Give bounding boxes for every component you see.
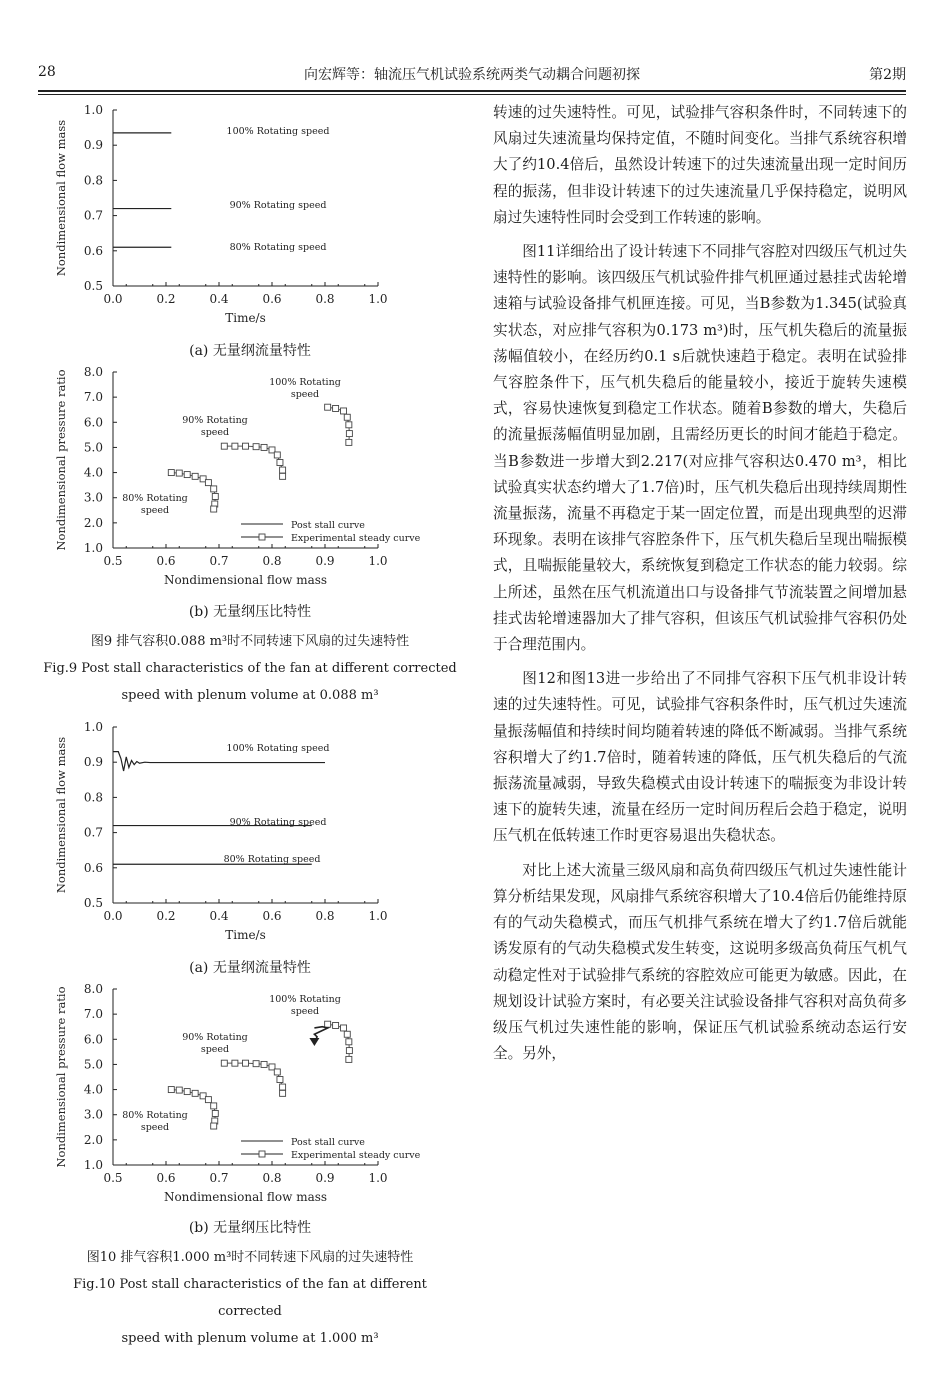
series-line — [113, 752, 325, 771]
y-tick-label: 8.0 — [83, 365, 103, 379]
fig9-panel-b-caption: (b) 无量纲压比特性 — [188, 604, 312, 620]
steady-curve-point — [341, 1025, 347, 1031]
speed-annotation: 90% Rotating — [182, 415, 248, 426]
fig9-caption — [40, 628, 460, 709]
y-axis-label: Nondimensional flow mass — [54, 736, 68, 894]
steady-curve-point — [341, 408, 347, 414]
y-tick-label: 6.0 — [83, 1032, 103, 1047]
fig10-caption-en-1: Fig.10 Post stall characteristics of the fan at different corrected — [73, 1277, 427, 1319]
y-tick-label: 0.5 — [83, 279, 103, 293]
fig10-caption-cn: 图10 排气容积1.000 m³时不同转速下风扇的过失速特性 — [86, 1250, 414, 1265]
fig9-panel-a — [40, 100, 460, 332]
x-tick-label: 1.0 — [368, 1171, 388, 1185]
x-tick-label: 0.0 — [103, 292, 123, 306]
y-tick-label: 0.8 — [83, 790, 103, 805]
fig10-panel-a — [40, 717, 460, 949]
x-tick-label: 0.4 — [209, 292, 229, 306]
y-tick-label: 0.5 — [83, 896, 103, 910]
steady-curve-point — [232, 1060, 238, 1066]
speed-annotation: speed — [140, 505, 170, 516]
y-tick-label: 0.9 — [83, 138, 103, 153]
x-tick-label: 0.6 — [156, 1171, 176, 1185]
fig10-panel-a-caption: (a) 无量纲流量特性 — [189, 960, 311, 976]
page-header — [38, 60, 906, 86]
y-tick-label: 3.0 — [83, 490, 103, 505]
y-tick-label: 6.0 — [83, 415, 103, 430]
steady-curve-point — [211, 506, 217, 512]
fig10a-chart — [40, 717, 460, 949]
x-axis-label: Time/s — [225, 928, 266, 942]
y-tick-label: 3.0 — [83, 1107, 103, 1122]
speed-annotation: 90% Rotating — [182, 1032, 248, 1043]
body-text-column — [493, 100, 907, 1067]
steady-curve-point — [243, 1060, 249, 1066]
x-tick-label: 0.6 — [156, 554, 176, 568]
body-paragraph: 对比上述大流量三级风扇和高负荷四级压气机过失速性能计算分析结果发现，风扇排气系统容积增大了10.4倍后仍能维持原有的气动失稳模式，而压气机排气系统在增大了约1.7倍后就能诱发原有的气动失稳模式发生转变，这说明多级高负荷压气机气动稳定性对于试验排气系统的容腔效应可能更为敏感。因此，在规划设计试验方案时，有必要关注试验设备排气容积对高负荷多级压气机过失速性能的影响，保证压气机试验系统动态运行安全。另外， — [493, 861, 907, 1063]
steady-curve-point — [325, 404, 331, 410]
y-tick-label: 5.0 — [83, 440, 103, 455]
y-axis-label: Nondimensional pressure ratio — [54, 369, 68, 551]
x-tick-label: 0.2 — [156, 909, 176, 923]
speed-annotation: 80% Rotating — [122, 493, 188, 504]
steady-curve-point — [333, 405, 339, 411]
page-number: 28 — [38, 64, 56, 80]
y-tick-label: 7.0 — [83, 390, 103, 405]
fig10-panel-b-caption: (b) 无量纲压比特性 — [188, 1220, 312, 1236]
steady-curve-point — [261, 1061, 267, 1067]
speed-annotation: speed — [200, 1044, 230, 1055]
x-tick-label: 0.8 — [262, 1171, 282, 1185]
steady-curve-point — [212, 1110, 218, 1116]
fig9-caption-en-1: Fig.9 Post stall characteristics of the fan at different corrected — [43, 661, 457, 676]
fig10-caption — [40, 1244, 460, 1352]
y-tick-label: 4.0 — [83, 1082, 103, 1097]
x-tick-label: 1.0 — [368, 909, 388, 923]
steady-curve-point — [333, 1022, 339, 1028]
y-tick-label: 8.0 — [83, 982, 103, 996]
steady-curve-point — [346, 1039, 352, 1045]
steady-curve-point — [205, 1097, 211, 1103]
x-tick-label: 0.4 — [209, 909, 229, 923]
steady-curve-point — [221, 1060, 227, 1066]
y-tick-label: 4.0 — [83, 465, 103, 480]
y-tick-label: 0.6 — [83, 860, 103, 875]
fig9a-chart — [40, 100, 460, 332]
series-label: 90% Rotating speed — [229, 200, 327, 211]
steady-curve-point — [168, 470, 174, 476]
steady-curve-point — [253, 1061, 259, 1067]
x-tick-label: 0.0 — [103, 909, 123, 923]
steady-curve-point — [274, 452, 280, 458]
legend-post-stall-label: Post stall curve — [291, 1137, 365, 1148]
legend-steady-label: Experimental steady curve — [291, 533, 421, 544]
steady-curve-point — [325, 1021, 331, 1027]
steady-curve-point — [261, 444, 267, 450]
post-stall-arrow — [309, 1038, 319, 1046]
speed-annotation: 100% Rotating — [269, 994, 341, 1005]
x-tick-label: 0.8 — [315, 292, 335, 306]
x-axis-label: Nondimensional flow mass — [163, 573, 328, 587]
legend-steady-marker — [259, 1151, 265, 1157]
y-tick-label: 7.0 — [83, 1007, 103, 1022]
y-tick-label: 1.0 — [83, 541, 103, 555]
series-label: 80% Rotating speed — [229, 242, 327, 253]
body-paragraph: 转速的过失速特性。可见，试验排气容积条件时，不同转速下的风扇过失速流量均保持定值，不随时间变化。当排气系统容积增大了约10.4倍后，虽然设计转速下的过失速流量出现一定时间历程的振荡，但非设计转速下的过失速流量几乎保持稳定，说明风扇过失速特性同时会受到工作转速的影响。 — [493, 104, 907, 226]
x-tick-label: 0.9 — [315, 1171, 335, 1185]
y-tick-label: 1.0 — [83, 1158, 103, 1172]
series-label: 100% Rotating speed — [226, 743, 330, 754]
header-rule — [38, 90, 906, 92]
x-tick-label: 0.8 — [315, 909, 335, 923]
steady-curve-point — [346, 422, 352, 428]
x-tick-label: 0.7 — [209, 1171, 229, 1185]
steady-curve-point — [280, 467, 286, 473]
steady-curve-point — [192, 1090, 198, 1096]
speed-annotation: 80% Rotating — [122, 1110, 188, 1121]
header-rule-thin — [38, 94, 906, 95]
fig9-caption-cn: 图9 排气容积0.088 m³时不同转速下风扇的过失速特性 — [90, 634, 410, 649]
steady-curve-point — [280, 1090, 286, 1096]
body-paragraph: 图11详细给出了设计转速下不同排气容腔对四级压气机过失速特性的影响。该四级压气机试验件排气机匣通过悬挂式齿轮增速箱与试验设备排气机匣连接。可见，当B参数为1.345(试验真实状态，对应排气容积为0.173 m³)时，压气机失稳后的流量振荡幅值较小，在经历约0.1 s后就快速趋于稳定。表明在试验排气容腔条件下，压气机失稳后的能量较小，接近于旋转失速模式，容易快速恢复到稳定工作状态。随着B参数的增大，失稳后的流量振荡幅值明显加剧，且需经历更长的时间才能趋于稳定。当B参数进一步增大到2.217(对应排气容积达0.470 m³，相比试验真实状态约增大了1.7倍)时，压气机失稳后出现持续周期性流量振荡，流量不再稳定于某一固定位置，而是出现典型的迟滞环现象。表明在该排气容腔条件下，压气机失稳后呈现出喘振模式，且喘振能量较大，系统恢复到稳定工作状态的能力较弱。综上所述，虽然在压气机流道出口与设备排气节流装置之间增加悬挂式齿轮增速器加大了排气容积，但该压气机试验排气容积仍处于合理范围内。 — [493, 243, 907, 654]
issue-label: 第2期 — [869, 67, 906, 83]
fig10b-chart — [40, 982, 460, 1210]
series-label: 80% Rotating speed — [223, 854, 321, 865]
x-tick-label: 0.5 — [103, 1171, 123, 1185]
steady-curve-point — [205, 480, 211, 486]
y-axis-label: Nondimensional pressure ratio — [54, 986, 68, 1168]
steady-curve-point — [211, 1103, 217, 1109]
steady-curve-point — [280, 1084, 286, 1090]
steady-curve-point — [253, 444, 259, 450]
steady-curve-point — [212, 493, 218, 499]
series-label: 90% Rotating speed — [229, 817, 327, 828]
speed-annotation: speed — [290, 1006, 320, 1017]
legend-steady-label: Experimental steady curve — [291, 1150, 421, 1161]
x-tick-label: 0.7 — [209, 554, 229, 568]
x-axis-label: Time/s — [225, 311, 266, 325]
y-axis-label: Nondimensional flow mass — [54, 119, 68, 277]
steady-curve-point — [192, 473, 198, 479]
steady-curve-point — [184, 472, 190, 478]
speed-annotation: speed — [140, 1122, 170, 1133]
fig10-panel-b — [40, 982, 460, 1210]
x-tick-label: 0.5 — [103, 554, 123, 568]
steady-curve-point — [346, 439, 352, 445]
steady-curve-point — [277, 460, 283, 466]
y-tick-label: 0.7 — [83, 208, 103, 223]
series-label: 100% Rotating speed — [226, 126, 330, 137]
x-tick-label: 0.2 — [156, 292, 176, 306]
fig10-caption-en-2: speed with plenum volume at 1.000 m³ — [121, 1331, 379, 1346]
steady-curve-point — [277, 1077, 283, 1083]
running-title: 向宏辉等：轴流压气机试验系统两类气动耦合问题初探 — [304, 67, 640, 83]
steady-curve-point — [274, 1069, 280, 1075]
x-tick-label: 0.6 — [262, 292, 282, 306]
fig9-panel-a-caption: (a) 无量纲流量特性 — [189, 343, 311, 359]
x-axis-label: Nondimensional flow mass — [163, 1190, 328, 1204]
x-tick-label: 1.0 — [368, 292, 388, 306]
body-paragraph: 图12和图13进一步给出了不同排气容积下压气机非设计转速的过失速特性。可见，试验排气容积条件时，压气机过失速流量振荡幅值和持续时间均随着转速的降低不断减弱。当排气系统容积增大了约1.7倍时，随着转速的降低，压气机失稳后的气流振荡流量减弱，导致失稳模式由设计转速下的喘振变为非设计转速下的旋转失速，流量在经历一定时间历程后会趋于稳定，说明压气机在低转速工作时更容易退出失稳状态。 — [493, 670, 907, 845]
steady-curve-point — [184, 1089, 190, 1095]
steady-curve-point — [211, 486, 217, 492]
x-tick-label: 0.6 — [262, 909, 282, 923]
speed-annotation: speed — [200, 427, 230, 438]
steady-curve-point — [211, 1123, 217, 1129]
x-tick-label: 1.0 — [368, 554, 388, 568]
steady-curve-point — [280, 473, 286, 479]
y-tick-label: 0.9 — [83, 755, 103, 770]
y-tick-label: 1.0 — [83, 103, 103, 117]
steady-curve-point — [346, 1056, 352, 1062]
fig9-panel-b — [40, 365, 460, 593]
x-tick-label: 0.9 — [315, 554, 335, 568]
y-tick-label: 0.6 — [83, 243, 103, 258]
steady-curve-point — [344, 414, 350, 420]
speed-annotation: speed — [290, 389, 320, 400]
legend-post-stall-label: Post stall curve — [291, 520, 365, 531]
y-tick-label: 2.0 — [83, 515, 103, 530]
y-tick-label: 2.0 — [83, 1132, 103, 1147]
fig9b-chart — [40, 365, 460, 593]
steady-curve-point — [346, 431, 352, 437]
steady-curve-point — [176, 470, 182, 476]
steady-curve-point — [168, 1087, 174, 1093]
y-tick-label: 0.8 — [83, 173, 103, 188]
legend-steady-marker — [259, 534, 265, 540]
steady-curve-point — [346, 1048, 352, 1054]
steady-curve-point — [232, 443, 238, 449]
y-tick-label: 5.0 — [83, 1057, 103, 1072]
y-tick-label: 1.0 — [83, 720, 103, 734]
steady-curve-point — [243, 443, 249, 449]
steady-curve-point — [176, 1087, 182, 1093]
steady-curve-point — [221, 443, 227, 449]
x-tick-label: 0.8 — [262, 554, 282, 568]
y-tick-label: 0.7 — [83, 825, 103, 840]
steady-curve-point — [344, 1031, 350, 1037]
fig9-caption-en-2: speed with plenum volume at 0.088 m³ — [121, 688, 379, 703]
speed-annotation: 100% Rotating — [269, 377, 341, 388]
